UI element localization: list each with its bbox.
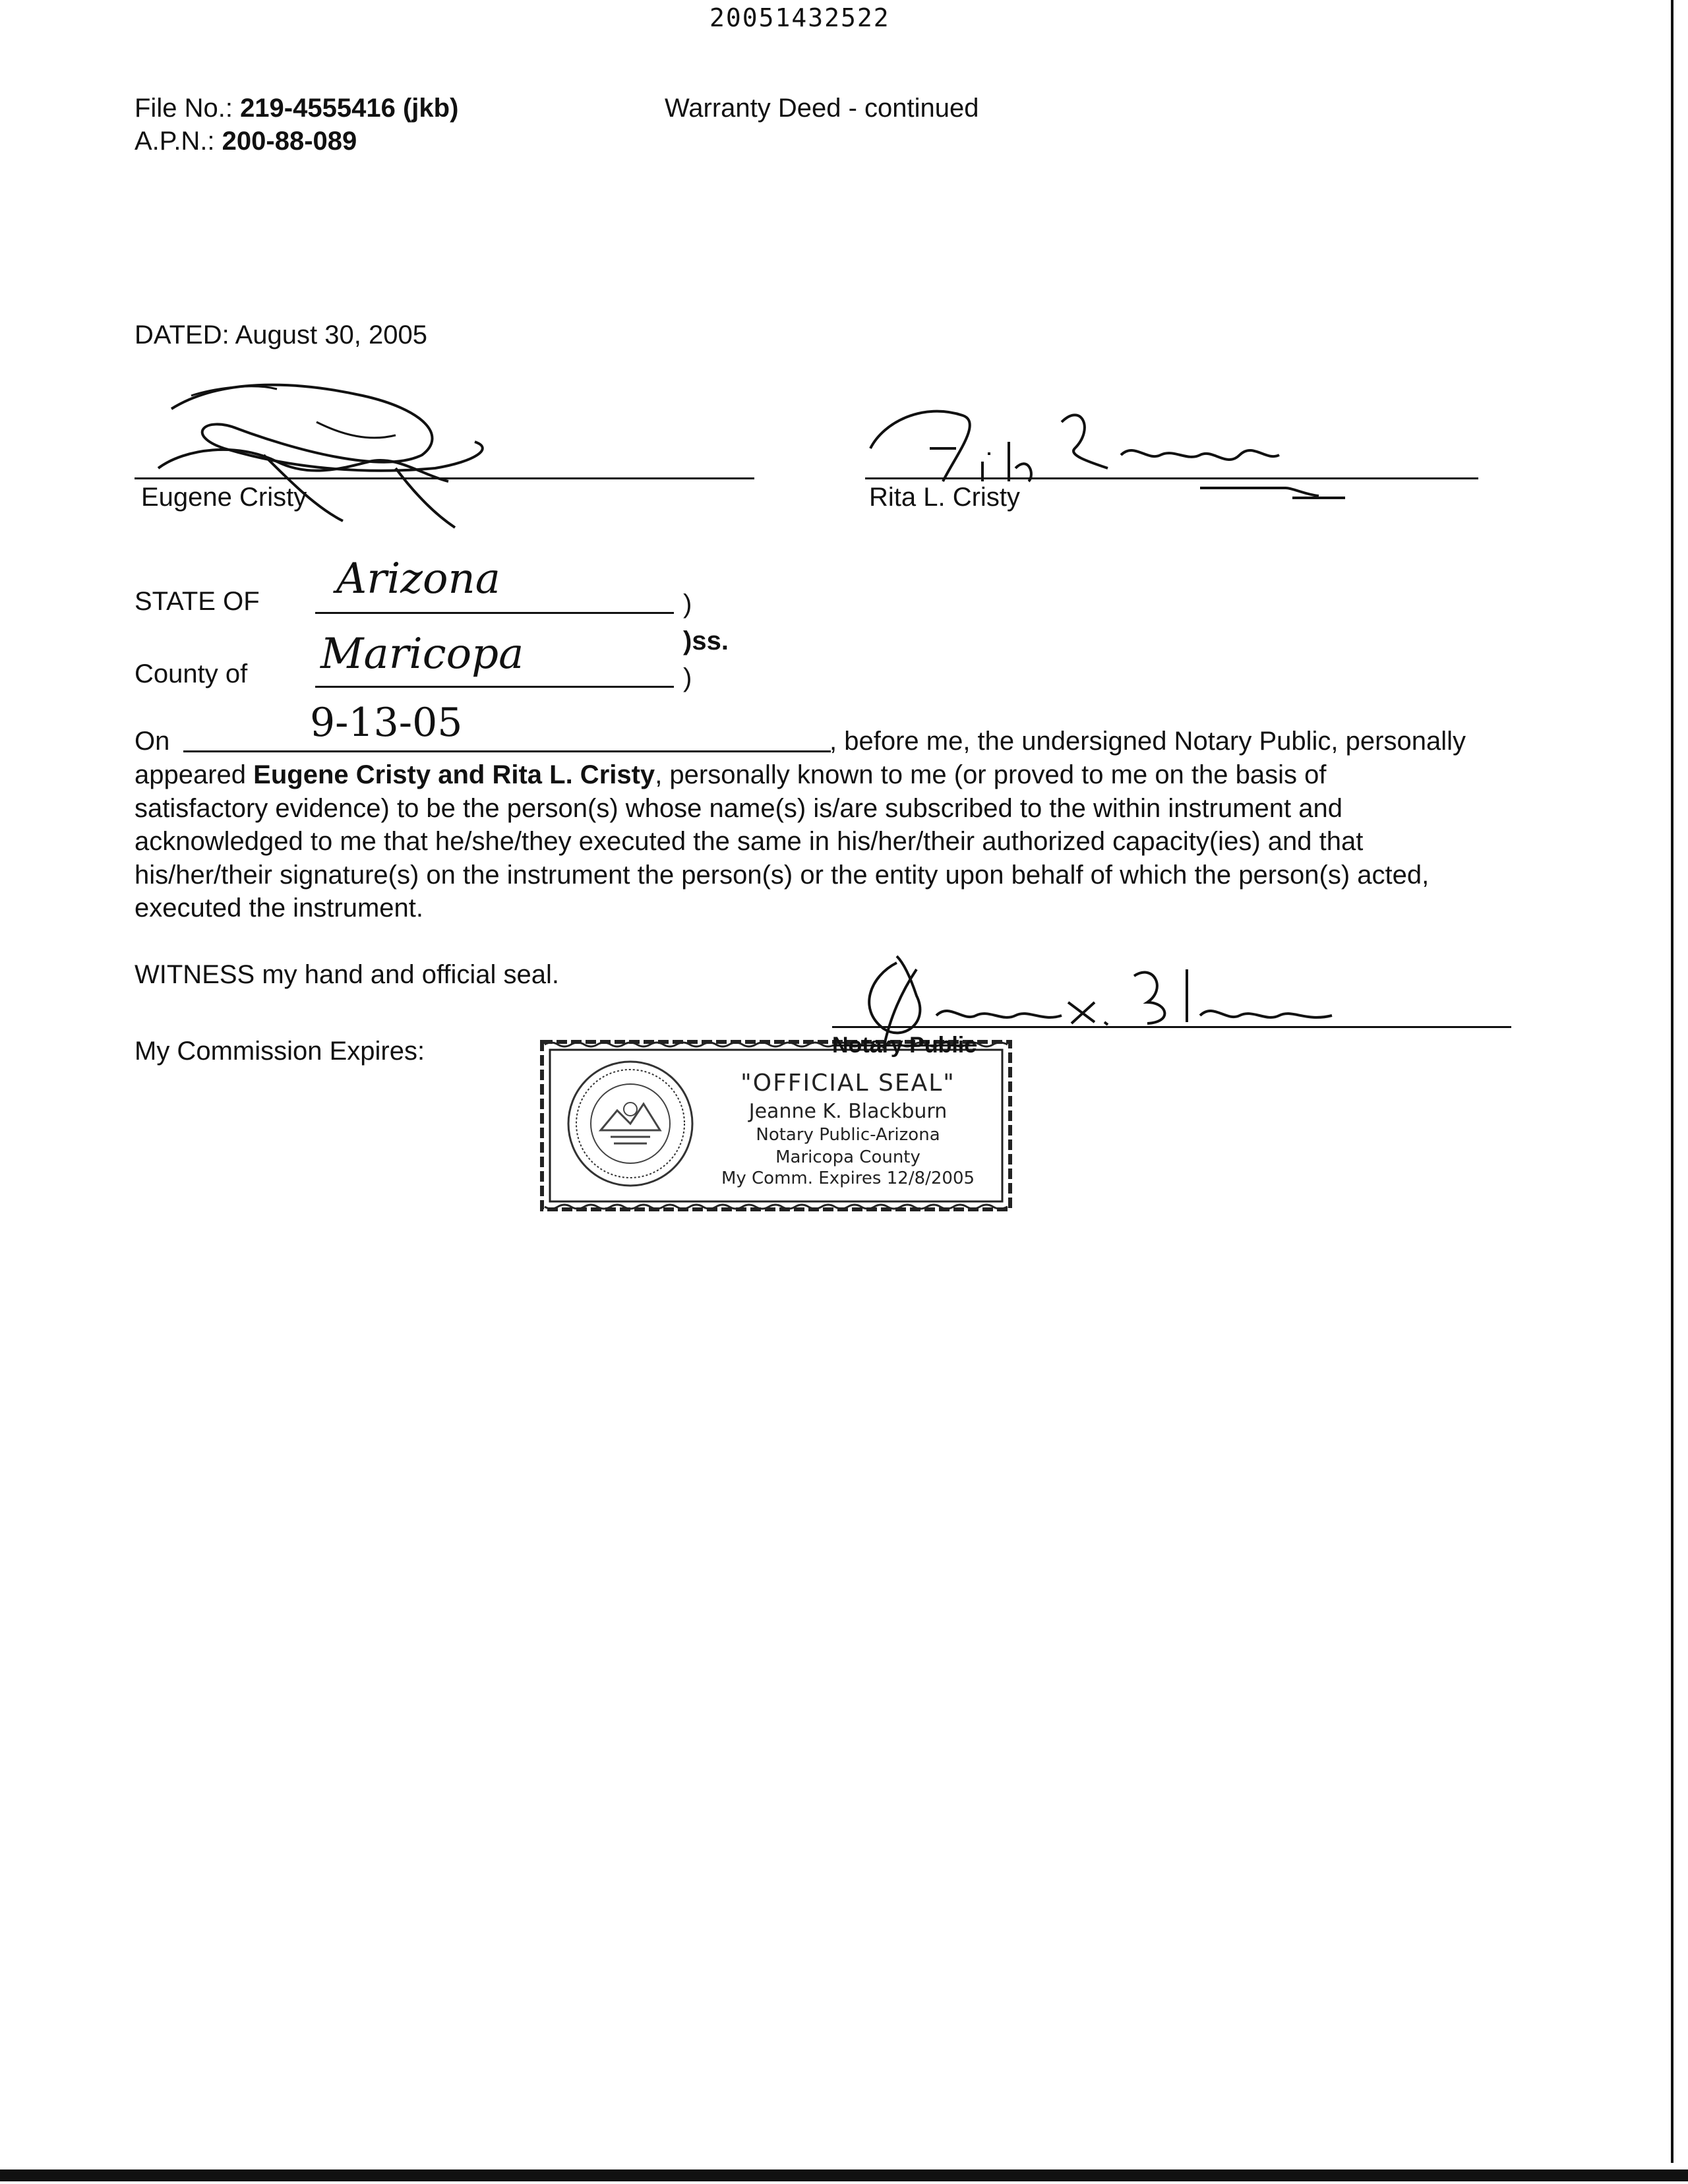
acknowledgment-line-1: , before me, the undersigned Notary Public, personally bbox=[829, 727, 1466, 756]
state-value: Arizona bbox=[336, 555, 500, 603]
seal-county: Maricopa County bbox=[775, 1147, 920, 1167]
witness-prefix: WITNESS bbox=[135, 960, 255, 989]
county-label: County of bbox=[135, 659, 248, 688]
county-line bbox=[315, 686, 674, 688]
apn-label: A.P.N.: bbox=[135, 127, 215, 156]
dated-line: DATED: August 30, 2005 bbox=[135, 320, 427, 349]
acknowledgment-line-4: acknowledged to me that he/she/they executed the same in his/her/their authorized capacity(ies) and that bbox=[135, 827, 1364, 856]
witness-rest: my hand and official seal. bbox=[255, 960, 559, 989]
notary-public-label: Notary Public bbox=[832, 1033, 977, 1058]
witness-line bbox=[135, 961, 559, 988]
acknowledgment-line-6: executed the instrument. bbox=[135, 894, 424, 923]
state-paren: ) bbox=[683, 590, 692, 619]
eugene-signature bbox=[145, 369, 514, 541]
scan-edge-bottom bbox=[0, 2169, 1688, 2181]
on-label: On bbox=[135, 727, 170, 756]
left-signer-name: Eugene Cristy bbox=[141, 483, 307, 512]
file-number-value: 219-4555416 (jkb) bbox=[240, 94, 459, 123]
file-number-label: File No.: bbox=[135, 94, 233, 123]
state-label: STATE OF bbox=[135, 587, 260, 616]
seal-notary-role: Notary Public-Arizona bbox=[756, 1125, 940, 1145]
acknowledgment-body bbox=[135, 758, 1532, 925]
state-line bbox=[315, 612, 674, 614]
apn bbox=[135, 128, 357, 154]
document-title: Warranty Deed - continued bbox=[665, 94, 979, 123]
seal-title: "OFFICIAL SEAL" bbox=[740, 1070, 955, 1097]
document-number: 20051432522 bbox=[709, 3, 890, 32]
ss-marker: )ss. bbox=[683, 626, 729, 655]
seal-expiration: My Comm. Expires 12/8/2005 bbox=[721, 1168, 975, 1188]
county-paren: ) bbox=[683, 663, 692, 692]
scan-edge-right bbox=[1671, 0, 1673, 2163]
rita-signature bbox=[857, 389, 1385, 514]
appearing-parties: Eugene Cristy and Rita L. Cristy bbox=[253, 760, 655, 789]
date-line bbox=[183, 750, 831, 752]
acknowledgment-line-3: satisfactory evidence) to be the person(s) whose name(s) is/are subscribed to the within instrument and bbox=[135, 793, 1342, 823]
apn-value: 200-88-089 bbox=[222, 127, 357, 156]
file-number bbox=[135, 95, 458, 121]
acknowledgment-date: 9-13-05 bbox=[310, 700, 463, 746]
seal-notary-name: Jeanne K. Blackburn bbox=[748, 1100, 948, 1123]
right-signer-name: Rita L. Cristy bbox=[869, 483, 1020, 512]
notary-seal-stamp bbox=[538, 1033, 1014, 1213]
acknowledgment-line-5: his/her/their signature(s) on the instrument the person(s) or the entity upon behalf of which the person(s) acted, bbox=[135, 860, 1430, 890]
county-value: Maricopa bbox=[320, 630, 524, 679]
acknowledgment-line-2: appeared Eugene Cristy and Rita L. Cristy, personally known to me (or proved to me on the basis of bbox=[135, 760, 1327, 789]
arizona-state-seal-emblem bbox=[564, 1058, 696, 1190]
commission-expires-label: My Commission Expires: bbox=[135, 1037, 425, 1066]
